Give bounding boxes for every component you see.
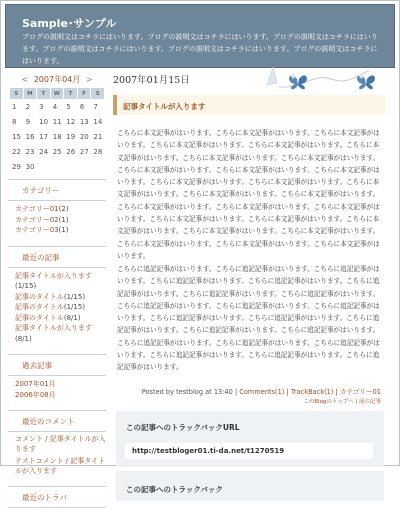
calendar-day: 19 [64, 130, 78, 145]
recent-post-item[interactable] [15, 292, 106, 303]
recent-posts-list [8, 268, 106, 349]
trackback-link[interactable]: TrackBack(1) [290, 388, 334, 396]
calendar-table [9, 87, 105, 175]
calendar-header [8, 73, 106, 87]
recent-post-date: (1/15) [63, 292, 86, 301]
calendar-day: 3 [37, 100, 51, 115]
archive-link[interactable]: 2007年01月 [15, 380, 56, 388]
recent-posts-heading: 最近の記事 [8, 246, 106, 268]
archive-link[interactable]: 2006年08月 [15, 390, 56, 399]
calendar-day: 4 [50, 100, 64, 115]
trackback-section [116, 471, 384, 501]
calendar-day: 17 [37, 130, 51, 145]
calendar-day [64, 160, 78, 175]
category-count: (1) [58, 215, 69, 224]
calendar-day: 15 [10, 130, 24, 145]
footer-separator: | [286, 388, 289, 396]
calendar-day: 20 [77, 130, 91, 145]
recent-post-date: (1/15) [63, 303, 86, 311]
post-more-body: こちらに追記記事がはいります。こちらに追記記事がはいります。こちらに追記記事がはいります。こちらに追記記事がはいります。こちらに追記記事がはいります。こちらに追記記事がはいります。こちらに追記記事がはいります。こちらに追記記事がはいります。こちらに追記記事がはいります。こちらに追記記事がはいります。こちらに追記記事がはいります。こちらに追記記事がはいります。こちらに追記記事がはいります。こちらに追記記事がはいります。こちらに追記記事がはいります。こちらに追記記事がはいります。こちらに追記記事がはいります。こちらに追記記事がはいります。こちらに追記記事がはいります。こちらに追記記事がはいります。こちらに追記記事がはいります。こちらに追記記事がはいります。 [117, 265, 380, 372]
recent-comment-link[interactable]: テストコメント / 記事タイトルが入ります [15, 457, 106, 475]
calendar-day: 7 [91, 100, 105, 115]
calendar-day: 26 [64, 145, 78, 160]
category-item[interactable] [15, 225, 106, 236]
calendar-day: 6 [77, 100, 91, 115]
weekday-label: S [91, 88, 105, 100]
recent-post-link[interactable]: 記事のタイトル [15, 313, 64, 322]
footer-separator: | [335, 388, 338, 396]
calendar-day: 29 [10, 160, 24, 175]
weekday-label: W [50, 88, 64, 100]
calendar-day [50, 160, 64, 175]
calendar-day [37, 160, 51, 175]
sidebar [8, 73, 106, 508]
calendar-day: 10 [37, 115, 51, 130]
category-item[interactable] [15, 215, 106, 226]
calendar-day [91, 160, 105, 175]
category-item[interactable] [15, 204, 106, 215]
post-title-bar [113, 95, 385, 115]
post-date: 2007年01月15日 [113, 75, 190, 86]
archives-list [8, 376, 106, 404]
blog-description: ブログの説明文はコチラにはいります。ブログの説明文はコチラにはいります。ブログの説明文はコチラにはいります。ブログの説明文はコチラにはいります。ブログの説明文はコチラにはいります。ブログの説明文はコチラにはいります。 [22, 33, 378, 65]
category-count: (2) [58, 205, 69, 213]
calendar-day: 28 [91, 145, 105, 160]
calendar-day: 22 [10, 145, 24, 160]
weekday-label: T [37, 88, 51, 100]
blog-header [5, 4, 395, 68]
weekday-label: F [77, 88, 91, 100]
calendar-month-label: 2007年04月 [33, 75, 81, 84]
calendar-day: 11 [50, 115, 64, 130]
calendar-day: 5 [64, 100, 78, 115]
calendar-week-row [10, 115, 105, 130]
calendar-day: 8 [10, 115, 24, 130]
post-body: こちらに本文記事がはいります。こちらに本文記事がはいります。こちらに本文記事がはいります。こちらに本文記事がはいります。こちらに本文記事がはいります。こちらに本文記事がはいります。こちらに本文記事がはいります。こちらに本文記事がはいります。こちらに本文記事がはいります。こちらに本文記事がはいります。こちらに本文記事がはいります。こちらに本文記事がはいります。こちらに本文記事がはいります。こちらに本文記事がはいります。こちらに本文記事がはいります。こちらに本文記事がはいります。こちらに本文記事がはいります。こちらに本文記事がはいります。こちらに本文記事がはいります。こちらに本文記事がはいります。こちらに本文記事がはいります。こちらに本文記事がはいります。こちらに本文記事がはいります。こちらに本文記事がはいります。こちらに本文記事がはいります。こちらに本文記事がはいります。こちらに本文記事がはいります。 [117, 129, 380, 260]
butterfly-decoration [261, 63, 389, 95]
recent-post-link[interactable]: 記事のタイトル [15, 303, 64, 311]
category-link[interactable]: カテゴリー03 [15, 226, 59, 234]
trackback-url-box [125, 443, 373, 459]
recent-post-item[interactable] [15, 323, 106, 344]
recent-trackbacks-heading: 最近のトラバ [8, 486, 106, 508]
calendar-week-row [10, 100, 105, 115]
trackback-url-heading: この記事へのトラックバックURL [126, 423, 240, 432]
calendar-day: 14 [91, 115, 105, 130]
calendar-day: 24 [37, 145, 51, 160]
category-link[interactable]: カテゴリー01 [339, 388, 381, 396]
calendar-week-row [10, 160, 105, 175]
calendar-day: 23 [23, 145, 37, 160]
trackback-url-section [116, 411, 384, 467]
calendar-day: 2 [23, 100, 37, 115]
posted-by-text: Posted by testblog at 13:40 [141, 388, 233, 396]
calendar-day: 16 [23, 130, 37, 145]
recent-post-item[interactable] [15, 313, 106, 324]
category-count: (1) [58, 226, 69, 234]
trackback-heading: この記事へのトラックバック [126, 485, 223, 494]
recent-post-item[interactable] [15, 271, 106, 292]
recent-post-item[interactable] [15, 302, 106, 313]
recent-post-link[interactable]: 記事のタイトル [15, 292, 64, 301]
calendar-day: 30 [23, 160, 37, 175]
weekday-label: M [23, 88, 37, 100]
recent-post-date: (8/1) [15, 334, 32, 343]
category-link[interactable]: カテゴリー01 [15, 205, 59, 213]
weekday-label: T [64, 88, 78, 100]
calendar-day: 9 [23, 115, 37, 130]
post-nav-links[interactable]: このBlogのトップへ | 前の記事 [303, 399, 381, 405]
recent-post-date: (8/1) [63, 313, 81, 322]
calendar-day [77, 160, 91, 175]
trackback-url[interactable]: http://testbloger01.ti-da.net/t1270519 [132, 447, 285, 455]
calendar-next-link[interactable]: > [85, 75, 93, 84]
calendar-day: 27 [77, 145, 91, 160]
calendar-day: 1 [10, 100, 24, 115]
footer-separator: | [234, 388, 238, 396]
calendar-day: 21 [91, 130, 105, 145]
calendar-weekday-row [10, 88, 105, 100]
recent-post-link[interactable]: 記事タイトルが入ります [15, 324, 92, 332]
recent-post-date: (1/15) [15, 282, 37, 290]
archives-heading: 過去記事 [8, 354, 106, 376]
weekday-label: S [10, 88, 24, 100]
categories-heading: カテゴリー [8, 179, 106, 201]
recent-comments-list [8, 432, 106, 480]
calendar-week-row [10, 145, 105, 160]
recent-comment-link[interactable]: コメント / 記事タイトルが入ります [15, 435, 106, 453]
categories-list [8, 201, 106, 240]
calendar-week-row [10, 130, 105, 145]
recent-post-link[interactable]: 記事タイトルが入ります [15, 271, 92, 280]
recent-comments-heading: 最近のコメント [8, 410, 106, 432]
post-title[interactable]: 記事タイトルが入ります [123, 102, 206, 111]
calendar-prev-link[interactable]: < [21, 75, 29, 84]
main-content [113, 73, 393, 494]
calendar-day: 18 [50, 130, 64, 145]
comments-link[interactable]: Comments(1) [239, 388, 285, 396]
butterfly-icon [357, 74, 375, 89]
calendar-day: 12 [64, 115, 78, 130]
butterfly-icon [289, 74, 307, 89]
calendar-day: 13 [77, 115, 91, 130]
category-link[interactable]: カテゴリー02 [15, 215, 59, 224]
post-footer [117, 386, 381, 396]
calendar-day: 25 [50, 145, 64, 160]
blog-title[interactable]: Sample･サンプル [22, 17, 117, 30]
